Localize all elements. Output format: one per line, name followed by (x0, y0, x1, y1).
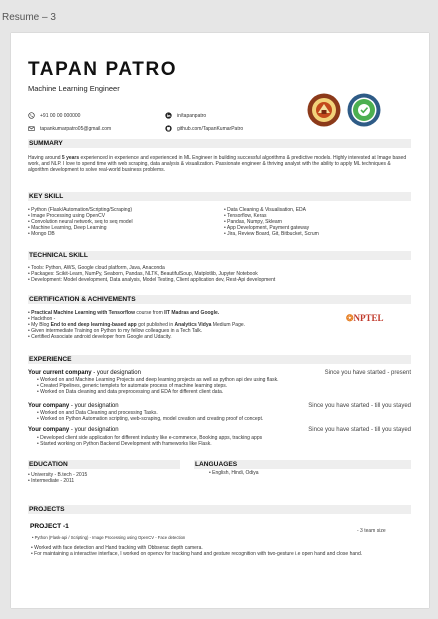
resume-page (11, 33, 429, 608)
list-item: • Intermediate - 2011 (28, 479, 178, 485)
frame-title: Resume – 3 (2, 12, 56, 23)
phone-text: +91 00 00 000000 (40, 112, 81, 119)
list-item: • Started working on Python Backend Development with frameworks like Flask. (37, 442, 407, 448)
list-item: • Pandas, Numpy, Sklearn (224, 220, 414, 226)
list-item: • University - B.tech - 2015 (28, 473, 178, 479)
linkedin-text: in/tapanpatro (177, 112, 207, 119)
nptel-logo (346, 313, 384, 324)
list-item: • Packages: Scikit-Learn, NumPy, Seaborn, Pandas, NLTK, BeautifulSoup, Matplotlib, Jupyter Notebook (28, 272, 413, 278)
designation: - your designation (91, 370, 141, 376)
summary-bold: 5 years (61, 155, 80, 161)
linkedin-icon (165, 112, 172, 119)
section-certification: CERTIFICATION & ACHIVEMENTS (28, 295, 411, 304)
contact-github[interactable] (165, 125, 243, 132)
section-projects: PROJECTS (28, 505, 411, 514)
list-item: • Hackthon - (28, 317, 348, 323)
cert-text: course from (134, 310, 165, 316)
company-name: Your company (28, 403, 70, 409)
experience-points (37, 378, 407, 395)
list-item: • Data Cleaning & Visualisation, EDA (224, 208, 414, 214)
cert-blog-title: End to end deep learning-based app (50, 321, 137, 328)
key-skill-left-list (28, 208, 218, 238)
section-experience: EXPERIENCE (28, 355, 411, 364)
cert-publisher: Analytics Vidya (174, 321, 212, 328)
list-item: • English, Hindi, Odiya (209, 471, 409, 477)
list-item: • Worked on Python Automation scripting, web-scraping, model creation and creating proof of concept. (37, 417, 407, 423)
project-title: PROJECT -1 (30, 523, 69, 530)
email-text: tapankumarpatro05@gmail.com (40, 125, 112, 132)
section-key-skill: KEY SKILL (28, 192, 411, 201)
list-item: • Mongo DB (28, 232, 218, 238)
languages-list (209, 471, 409, 477)
experience-header (28, 403, 411, 409)
list-item: • Developed client side application for different industry like e-commerce, Booking apps, tracking apps (37, 436, 407, 442)
list-item: • For maintaining a interactive interface, I worked on opencv for tracking hand and gesture recognition with two-gesture i.e open hand and close hand. (31, 552, 401, 558)
section-education: EDUCATION (28, 460, 180, 469)
section-summary: SUMMARY (28, 139, 411, 148)
contact-email[interactable] (28, 125, 111, 132)
nptel-mark-icon: ❂ (346, 313, 354, 323)
period: Since you have started - till you stayed (308, 403, 411, 409)
cert-text: My Blog (31, 321, 51, 328)
github-icon (165, 125, 172, 132)
section-languages: LANGUAGES (194, 460, 411, 469)
experience-points (37, 411, 407, 423)
education-list (28, 473, 178, 485)
candidate-role: Machine Learning Engineer (28, 84, 120, 93)
list-item: • Tools: Python, AWS, Google cloud platform, Java, Anaconda (28, 266, 413, 272)
list-item: • Convolution neural network, seq to seq model (28, 220, 218, 226)
list-item: • Certified Associate android developer from Google and Udacity. (28, 335, 348, 341)
summary-pre: Having around (28, 155, 62, 161)
experience-header (28, 427, 411, 433)
list-item: • Worked on and Data Cleaning and processing Tasks. (37, 411, 407, 417)
experience-header (28, 370, 411, 376)
list-item: • Created Pipelines, generic templets for automate process of machine learning steps. (37, 384, 407, 390)
cert-course: Practical Machine Learning with Tensorflow (31, 310, 135, 316)
university-seal-logo (307, 93, 341, 127)
period: Since you have started - till you stayed (308, 427, 411, 433)
key-skill-right-list (224, 208, 414, 238)
cert-institute: IIT Madras and Google. (164, 310, 220, 316)
phone-icon (28, 112, 35, 119)
technical-skill-list (28, 266, 413, 284)
contact-phone (28, 112, 80, 119)
designation: - your designation (69, 427, 119, 433)
summary-post: experienced in experience and experienced in ML Engineer in building successful algorithms & predictive models. Highly interested at Image based work, and NLP. I love to spend time with web scraping, data analysis & visualization. Passionate engineer & thriving analyst with the ability to apply ML techniques & algorithm development to solve real-world business problems. (28, 155, 407, 173)
list-item: • Image Processing using OpenCV (28, 214, 218, 220)
list-item: • Worked with face detection and Hand tracking with Obbserac depth camera. (31, 546, 401, 552)
github-text: github.com/TapanKumarPatro (177, 125, 244, 132)
list-item: • Development: Model development, Data analysis, Model Testing, Client application dev, Rest-Api development (28, 278, 413, 284)
project-tech-text: Python (Flask-api / Scripting) - Image Processing using OpenCV - Face detection (34, 535, 186, 540)
project-tech: • Python (Flask-api / Scripting) - Image Processing using OpenCV - Face detection (32, 535, 186, 540)
period: Since you have started - present (324, 370, 411, 376)
experience-points (37, 436, 407, 448)
list-item: • Worked on and Machine Learning Projects and deep learning projects as well as python api dev using flask. (37, 378, 407, 384)
project-team-size: - 3 team size (357, 528, 386, 534)
summary-text (28, 155, 410, 173)
cert-text: Medium Page. (211, 321, 246, 328)
certification-badge-logo (347, 93, 381, 127)
certification-list (28, 311, 348, 341)
list-item: • Given intermediate Training on Python to my fellow colleagues in a Tech Talk. (28, 329, 348, 335)
list-item: • Jira, Review Board, Git, Bitbucket, Scrum (224, 232, 414, 238)
contact-linkedin[interactable] (165, 112, 206, 119)
candidate-name: TAPAN PATRO (28, 59, 178, 80)
list-item: • App Development, Payment gateway (224, 226, 414, 232)
section-technical-skill: TECHNICAL SKILL (28, 251, 411, 260)
designation: - your designation (69, 403, 119, 409)
list-item: • Machine Learning, Deep Learning (28, 226, 218, 232)
nptel-text: NPTEL (353, 313, 384, 323)
list-item: • Worked on Data cleaning and data preprocessing and EDA for different client data. (37, 390, 407, 396)
company-name: Your current company (28, 370, 92, 376)
list-item: • Tensorflow, Keras (224, 214, 414, 220)
cert-text: got published in (136, 321, 175, 328)
project-points (31, 546, 401, 558)
list-item: • Python (Flask/Automation/Scripting/Scraping) (28, 208, 218, 214)
email-icon (28, 125, 35, 132)
company-name: Your company (28, 427, 70, 433)
